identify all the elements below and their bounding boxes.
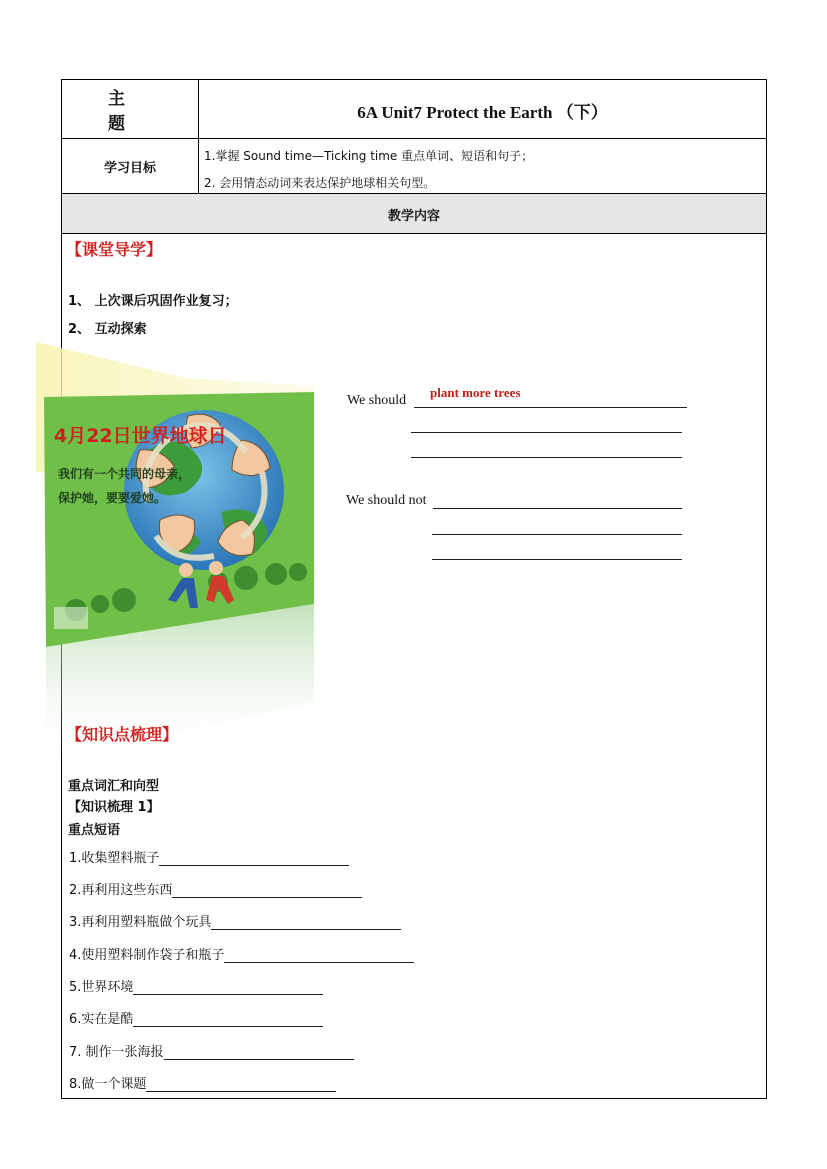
subject-label: 主题 — [108, 89, 173, 134]
goals-label: 学习目标 — [103, 160, 156, 176]
phrase-blank[interactable] — [211, 915, 401, 930]
goal-item: 2. 会用情态动词来表达保护地球相关句型。 — [204, 176, 436, 190]
goal-item: 1.掌握 Sound time—Ticking time 重点单词、短语和句子； — [204, 149, 534, 163]
subheading: 重点词汇和向型 — [68, 779, 160, 794]
phrase-item — [69, 976, 323, 995]
content-label: 教学内容 — [387, 209, 440, 224]
poster-line: 保护她，要要爱她。 — [58, 491, 167, 505]
phrase-item — [69, 847, 349, 866]
phrase-blank[interactable] — [159, 851, 349, 866]
phrase-item — [69, 911, 401, 930]
answer-line[interactable] — [414, 407, 687, 408]
phrase-text: 4.使用塑料制作袋子和瓶子 — [69, 948, 225, 963]
phrase-text: 1.收集塑料瓶子 — [69, 851, 160, 866]
phrase-text: 5.世界环境 — [69, 980, 134, 995]
title-cell — [199, 80, 766, 138]
should-label: We should — [347, 393, 407, 408]
phrase-item — [69, 1008, 323, 1027]
phrase-text: 7. 制作一张海报 — [69, 1045, 164, 1060]
content-header-row — [62, 194, 766, 234]
should-answer: plant more trees — [430, 385, 521, 400]
poster-line: 我们有一个共同的母亲， — [58, 467, 191, 481]
answer-line[interactable] — [433, 508, 682, 509]
should-not-label: We should not — [346, 493, 427, 508]
answer-line[interactable] — [411, 432, 682, 433]
phrase-blank[interactable] — [133, 1012, 323, 1027]
worksheet-frame — [54, 79, 767, 1099]
phrase-item — [69, 879, 362, 898]
phrase-blank[interactable] — [224, 948, 414, 963]
phrase-blank[interactable] — [164, 1045, 354, 1060]
answer-line[interactable] — [432, 559, 682, 560]
section-heading-knowledge: 【知识点梳理】 — [66, 725, 179, 744]
section-heading-guide: 【课堂导学】 — [66, 240, 163, 259]
phrase-text: 3.再利用塑料瓶做个玩具 — [69, 915, 212, 930]
answer-line[interactable] — [432, 534, 682, 535]
page-title: 6A Unit7 Protect the Earth （下） — [357, 103, 608, 122]
phrase-text: 8.做一个课题 — [69, 1077, 147, 1092]
goals-cell — [199, 139, 766, 193]
earth-day-poster-image — [36, 342, 314, 762]
subject-label-cell — [62, 80, 199, 138]
subheading: 重点短语 — [68, 823, 121, 838]
goals-row — [62, 139, 766, 194]
phrase-item — [69, 1041, 354, 1060]
phrase-blank[interactable] — [172, 883, 362, 898]
phrase-text: 6.实在是酷 — [69, 1012, 134, 1027]
phrase-item — [69, 944, 414, 963]
phrase-blank[interactable] — [146, 1077, 336, 1092]
answer-line[interactable] — [411, 457, 682, 458]
subheading: 【知识梳理 1】 — [68, 800, 160, 815]
phrase-item — [69, 1073, 336, 1092]
goals-label-cell — [62, 139, 199, 193]
step-item: 1、 上次课后巩固作业复习； — [68, 294, 238, 309]
phrase-blank[interactable] — [133, 980, 323, 995]
poster-headline: 4月22日世界地球日 — [54, 425, 227, 447]
subject-row — [62, 80, 766, 139]
step-item: 2、 互动探索 — [68, 322, 147, 337]
phrase-text: 2.再利用这些东西 — [69, 883, 173, 898]
